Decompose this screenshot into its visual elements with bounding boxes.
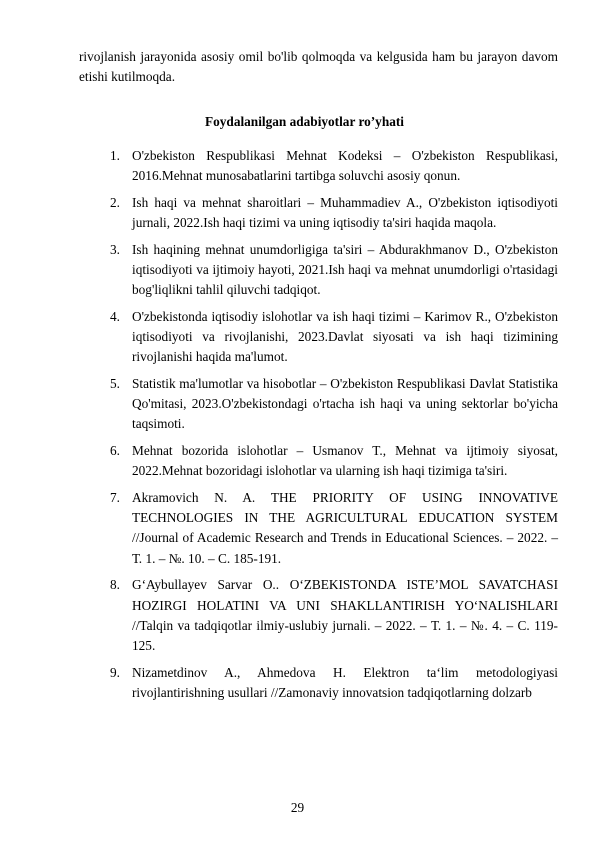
reference-item <box>110 575 558 656</box>
reference-item <box>110 307 558 368</box>
reference-item <box>110 663 558 703</box>
intro-paragraph: rivojlanish jarayonida asosiy omil bo'lib qolmoqda va kelgusida ham bu jarayon davom etishi kutilmoqda. <box>79 49 558 84</box>
page-number: 29 <box>290 800 305 815</box>
reference-text: O'zbekistonda iqtisodiy islohotlar va ish haqi tizimi – Karimov R., O'zbekiston iqtisodiyoti va rivojlanishi, 2023.Davlat siyosati va ish haqi tizimining rivojlanishi haqida ma'lumot. <box>132 308 558 365</box>
reference-number: 7. <box>110 490 120 506</box>
references-list <box>110 146 558 710</box>
reference-number: 4. <box>110 308 120 324</box>
reference-item <box>110 488 558 569</box>
reference-item <box>110 240 558 301</box>
reference-number: 8. <box>110 577 120 593</box>
reference-number: 3. <box>110 241 120 257</box>
reference-number: 1. <box>110 148 120 163</box>
reference-item <box>110 193 558 233</box>
reference-text: O'zbekiston Respublikasi Mehnat Kodeksi – O'zbekiston Respublikasi, 2016.Mehnat munosabatlarini tartibga soluvchi asosiy qonun. <box>132 148 558 184</box>
reference-text: Nizametdinov A., Ahmedova H. Elektron ta‘lim metodologiyasi rivojlantirishning usullari //Zamonaviy innovatsion tadqiqotlarning dolzarb <box>132 664 558 700</box>
reference-text: Mehnat bozorida islohotlar – Usmanov T., Mehnat va ijtimoiy siyosat, 2022.Mehnat bozoridagi islohotlar va ularning ish haqi tizimiga ta'siri. <box>132 443 558 479</box>
reference-item <box>110 374 558 435</box>
reference-number: 2. <box>110 194 120 210</box>
references-heading: Foydalanilgan adabiyotlar ro’yhati <box>205 114 404 129</box>
reference-text: G‘Aybullayev Sarvar O.. O‘ZBEKISTONDA ISTE’MOL SAVATCHASI HOZIRGI HOLATINI VA UNI SHAKLLANTIRISH YO‘NALISHLARI //Talqin va tadqiqotlar ilmiy-uslubiy jurnali. – 2022. – Т. 1. – №. 4. – С. 119-125. <box>132 577 558 653</box>
reference-number: 5. <box>110 376 120 392</box>
reference-text: Statistik ma'lumotlar va hisobotlar – O'zbekiston Respublikasi Davlat Statistika Qo'mitasi, 2023.O'zbekistondagi o'rtacha ish haqi va uning sektorlar bo'yicha taqsimoti. <box>132 376 558 432</box>
reference-text: Akramovich N. A. THE PRIORITY OF USING INNOVATIVE TECHNOLOGIES IN THE AGRICULTURAL EDUCATION SYSTEM //Journal of Academic Research and Trends in Educational Sciences. – 2022. – Т. 1. – №. 10. – С. 185-191. <box>132 490 558 566</box>
reference-text: Ish haqi va mehnat sharoitlari – Muhammadiev A., O'zbekiston iqtisodiyoti jurnali, 2022.Ish haqi tizimi va uning iqtisodiy ta'siri haqida maqola. <box>132 194 558 231</box>
reference-text: Ish haqining mehnat unumdorligiga ta'siri – Abdurakhmanov D., O'zbekiston iqtisodiyoti va ijtimoiy hayoti, 2021.Ish haqi va mehnat unumdorligi o'rtasidagi bog'liqlikni tahlil qiluvchi tadqiqot. <box>132 241 558 298</box>
reference-number: 9. <box>110 664 120 680</box>
reference-number: 6. <box>110 443 120 459</box>
reference-item <box>110 146 558 186</box>
reference-item <box>110 441 558 481</box>
